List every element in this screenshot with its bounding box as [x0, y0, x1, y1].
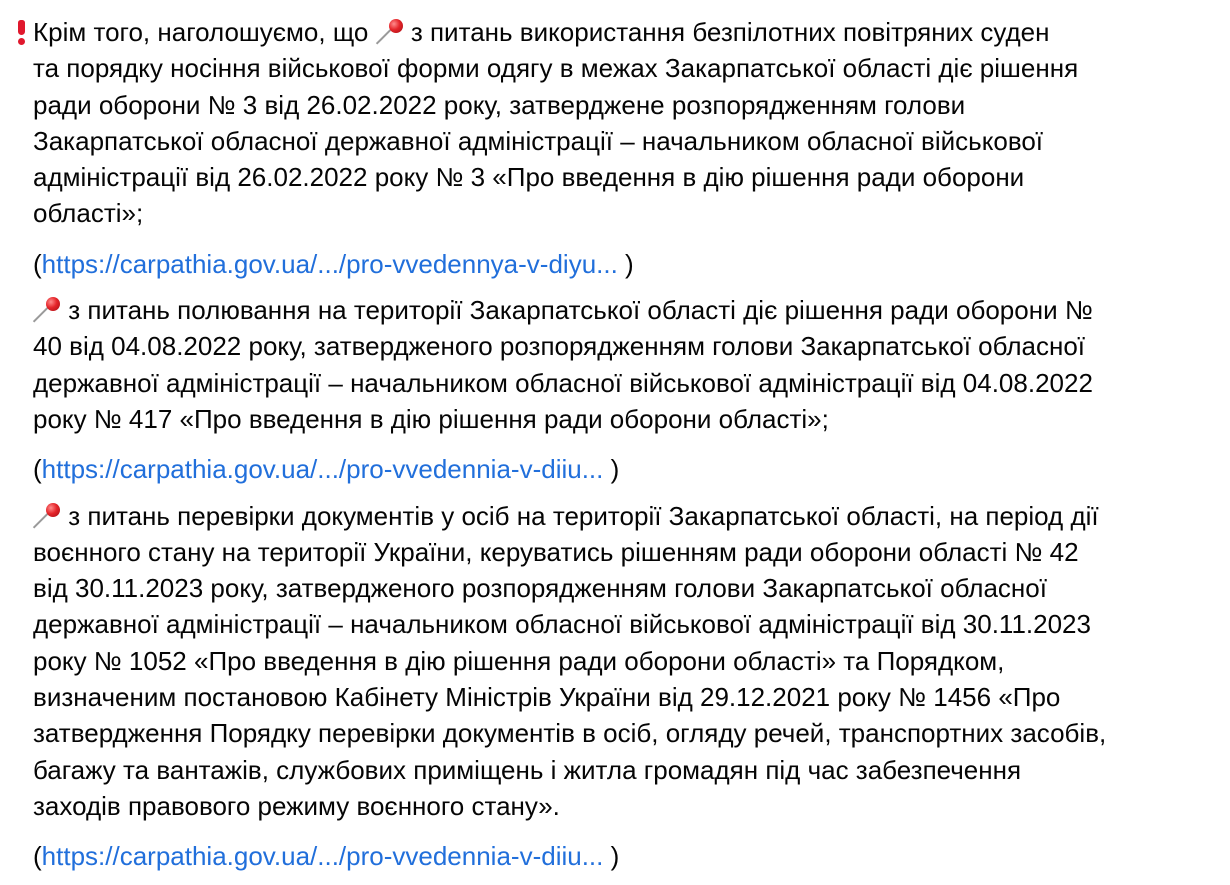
link-line-2 [33, 451, 1213, 487]
paragraph-text: від 30.11.2023 року, затвердженого розпорядженням голови Закарпатської обласної [33, 573, 1047, 604]
paragraph-text: та порядку носіння військової форми одягу в межах Закарпатської області діє рішення [33, 53, 1079, 84]
paragraph-text: 40 від 04.08.2022 року, затвердженого розпорядженням голови Закарпатської обласної [33, 331, 1086, 362]
paragraph-text: області»; [33, 198, 144, 229]
decision-link-documents[interactable]: https://carpathia.gov.ua/.../pro-vvedennia-v-diiu... [41, 841, 604, 872]
round-pushpin-icon [376, 18, 404, 44]
close-paren: ) [603, 841, 620, 872]
exclamation-icon [9, 18, 33, 44]
paragraph-text: державної адміністрації – начальником обласної військової адміністрації від 30.11.2023 [33, 609, 1091, 640]
link-line-3 [33, 838, 1213, 874]
round-pushpin-icon [33, 502, 61, 528]
open-paren: ( [33, 248, 42, 279]
close-paren: ) [617, 248, 634, 279]
paragraph-hunting [33, 292, 1213, 437]
paragraph-text: з питань перевірки документів у осіб на території Закарпатської області, на період дії [61, 500, 1099, 531]
paragraph-text: багажу та вантажів, службових приміщень і житла громадян під час забезпечення [33, 754, 1022, 785]
open-paren: ( [33, 454, 42, 485]
post-body [33, 14, 1213, 885]
paragraph-text: Закарпатської обласної державної адміністрації – начальником обласної військової [33, 125, 1044, 156]
paragraph-documents [33, 498, 1213, 825]
paragraph-text: з питань полювання на території Закарпатської області діє рішення ради оборони № [61, 295, 1093, 326]
paragraph-text: ради оборони № 3 від 26.02.2022 року, затверджене розпорядженням голови [33, 89, 966, 120]
close-paren: ) [603, 454, 620, 485]
paragraph-text: визначеним постановою Кабінету Міністрів України від 29.12.2021 року № 1456 «Про [33, 682, 1061, 713]
paragraph-text: адміністрації від 26.02.2022 року № 3 «Про введення в дію рішення ради оборони [33, 162, 1025, 193]
decision-link-drones[interactable]: https://carpathia.gov.ua/.../pro-vvedennya-v-diyu... [41, 248, 618, 279]
link-line-1 [33, 246, 1213, 282]
paragraph-text: затвердження Порядку перевірки документів в осіб, огляду речей, транспортних засобів, [33, 718, 1107, 749]
paragraph-text: року № 1052 «Про введення в дію рішення ради оборони області» та Порядком, [33, 645, 1005, 676]
paragraph-text: з питань використання безпілотних повітряних суден [403, 17, 1050, 47]
paragraph-text: воєнного стану на території України, керуватись рішенням ради оборони області № 42 [33, 536, 1079, 567]
paragraph-text: Крім того, наголошуємо, що [33, 17, 376, 47]
paragraph-text: державної адміністрації – начальником обласної військової адміністрації від 04.08.2022 [33, 367, 1093, 398]
decision-link-hunting[interactable]: https://carpathia.gov.ua/.../pro-vvedennia-v-diiu... [41, 454, 604, 485]
paragraph-drones-uniform [33, 14, 1213, 232]
round-pushpin-icon [33, 296, 61, 322]
paragraph-text: року № 417 «Про введення в дію рішення ради оборони області»; [33, 403, 829, 434]
open-paren: ( [33, 841, 42, 872]
paragraph-text: заходів правового режиму воєнного стану». [33, 790, 560, 821]
